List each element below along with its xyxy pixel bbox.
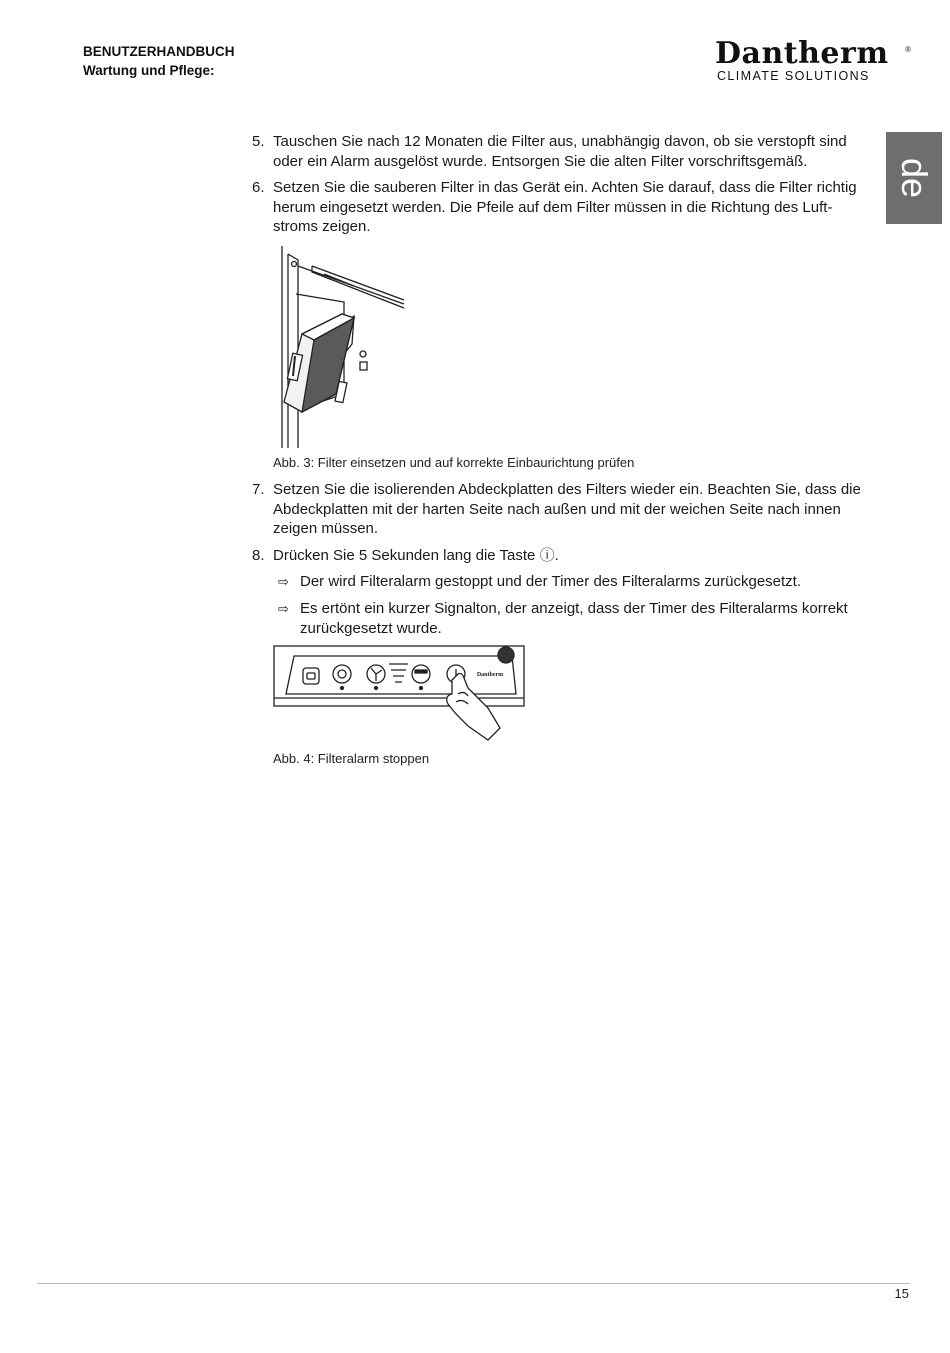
dantherm-logo [715,36,911,85]
step-5 [252,132,867,171]
step-number: 5. [252,133,265,150]
control-panel-illustration [272,644,528,744]
result-2 [278,599,890,638]
step-number: 7. [252,481,265,498]
language-label: de [894,157,935,199]
result-arrow-icon: ⇨ [278,601,289,616]
brand-name: Dantherm [715,36,889,71]
step-number: 6. [252,179,265,196]
registered-mark: ® [905,45,911,54]
section-title: Wartung und Pflege: [83,63,215,78]
doc-type-label: BENUTZERHANDBUCH [83,44,235,59]
step-list-bottom [252,480,867,565]
step-text: Tauschen Sie nach 12 Monaten die Filter aus, unabhängig davon, ob sie verstopft sind oder ein Alarm ausgelöst wurde. Entsorgen Sie die alten Filter vorschriftsgemäß. [273,133,847,170]
step-6 [252,178,867,237]
step-number: 8. [252,546,265,564]
page-number: 15 [894,1286,909,1301]
result-text: Der wird Filteralarm gestoppt und der Timer des Filteralarms zurückgesetzt. [300,573,802,590]
step-7 [252,480,867,539]
footer-divider [37,1283,910,1284]
filter-insertion-illustration [274,244,408,448]
document-header [83,42,235,80]
step-text: Setzen Sie die isolierenden Abdeckplatten des Filters wieder ein. Beachten Sie, dass die Abdeckplatten mit der harten Seite nach außen und mit der weichen Seite nach innen zeigen müssen. [273,481,861,537]
result-arrow-icon: ⇨ [278,574,289,589]
step-8 [252,546,867,566]
step-text: Setzen Sie die sauberen Filter in das Gerät ein. Achten Sie darauf, dass die Filter richtig herum eingesetzt werden. Die Pfeile auf dem Filter müssen in die Richtung des Luft-stroms zeigen. [273,179,857,235]
brand-tagline: CLIMATE SOLUTIONS [717,69,870,83]
step-text: Drücken Sie 5 Sekunden lang die Taste ⓘ. [273,546,559,564]
language-tab [886,132,942,224]
step-list-top [252,132,867,237]
figure-3-caption: Abb. 3: Filter einsetzen und auf korrekte Einbaurichtung prüfen [273,455,635,470]
result-1 [278,572,890,592]
result-text: Es ertönt ein kurzer Signalton, der anzeigt, dass der Timer des Filteralarms korrekt zurückgesetzt wurde. [300,600,848,637]
auto-button-label: AUTO [416,673,428,678]
figure-4-caption: Abb. 4: Filteralarm stoppen [273,751,430,766]
panel-brand-label: Dantherm [476,672,504,678]
